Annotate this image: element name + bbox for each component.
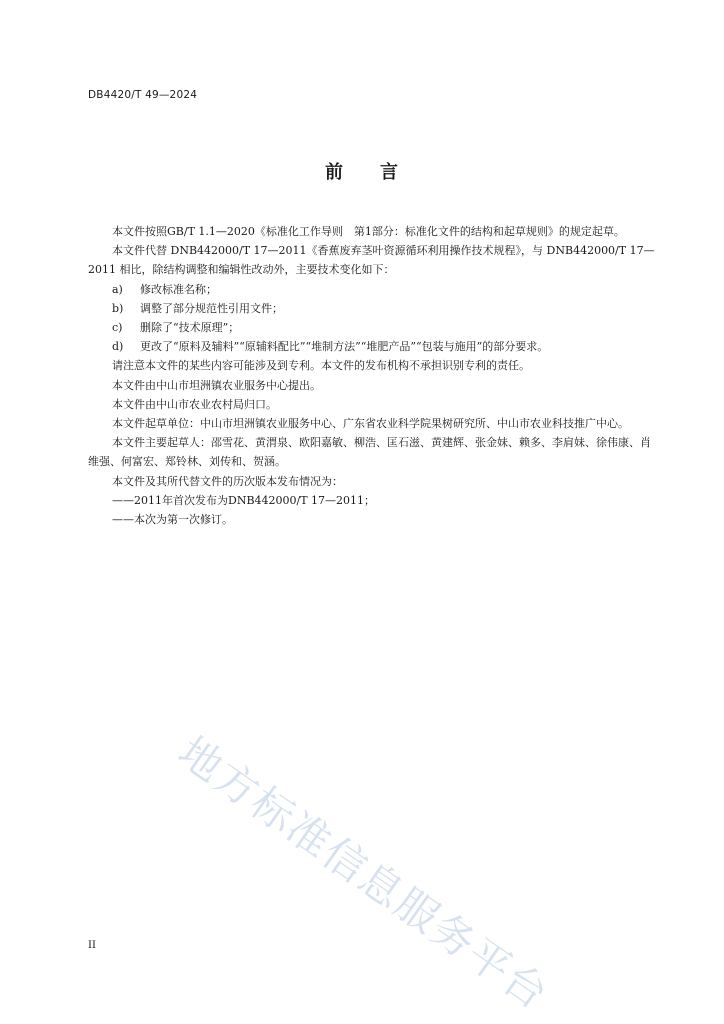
paragraph-history-intro: 本文件及其所代替文件的历次版本发布情况为： <box>112 474 343 488</box>
list-item-text: 修改标准名称； <box>140 282 217 296</box>
paragraph-drafters: 本文件主要起草人：邵雪花、黄渭泉、欧阳嘉敏、柳浩、匡石滋、黄建辉、张金妹、赖多、李肩妹、徐伟康、肖维强、何富宏、郑铃林、刘传和、贺涵。 <box>88 436 651 469</box>
page-number: II <box>88 940 96 951</box>
paragraph-history-2011: ——2011年首次发布为DNB442000/T 17—2011； <box>112 493 376 507</box>
document-code: DB4420/T 49—2024 <box>88 89 198 101</box>
title-char-2: 言 <box>380 162 399 183</box>
paragraph-administrator: 本文件由中山市农业农村局归口。 <box>112 397 277 411</box>
paragraph-history-current: ——本次为第一次修订。 <box>112 513 233 527</box>
list-item-d <box>88 337 660 356</box>
list-item-c <box>88 318 660 337</box>
list-marker: a) <box>112 282 123 296</box>
foreword-body <box>88 222 660 529</box>
paragraph-patent-notice: 请注意本文件的某些内容可能涉及到专利。本文件的发布机构不承担识别专利的责任。 <box>112 359 530 373</box>
list-marker: b) <box>112 301 124 315</box>
list-item-text: 删除了“技术原理”； <box>140 321 240 335</box>
title-char-1: 前 <box>325 162 344 183</box>
paragraph-replacement: 本文件代替 DNB442000/T 17—2011《香蕉废弃茎叶资源循环利用操作技术规程》，与 DNB442000/T 17—2011 相比，除结构调整和编辑性改动外，主要技术变化如下： <box>88 244 655 277</box>
list-item-b <box>88 299 660 318</box>
watermark: 地方标准信息服务平台 <box>169 726 559 1020</box>
list-item-text: 调整了部分规范性引用文件； <box>140 301 283 315</box>
list-item-text: 更改了“原料及辅料”“原辅料配比”“堆制方法”“堆肥产品”“包装与施用”的部分要求。 <box>140 340 549 354</box>
paragraph-drafting-rules: 本文件按照GB/T 1.1—2020《标准化工作导则 第1部分：标准化文件的结构和起草规则》的规定起草。 <box>112 225 625 238</box>
page-title <box>0 158 724 184</box>
list-marker: c) <box>112 321 123 335</box>
list-item-a <box>88 280 660 299</box>
paragraph-proposer: 本文件由中山市坦洲镇农业服务中心提出。 <box>112 378 321 392</box>
paragraph-drafting-units: 本文件起草单位：中山市坦洲镇农业服务中心、广东省农业科学院果树研究所、中山市农业科技推广中心。 <box>112 417 629 431</box>
list-marker: d) <box>112 340 124 354</box>
